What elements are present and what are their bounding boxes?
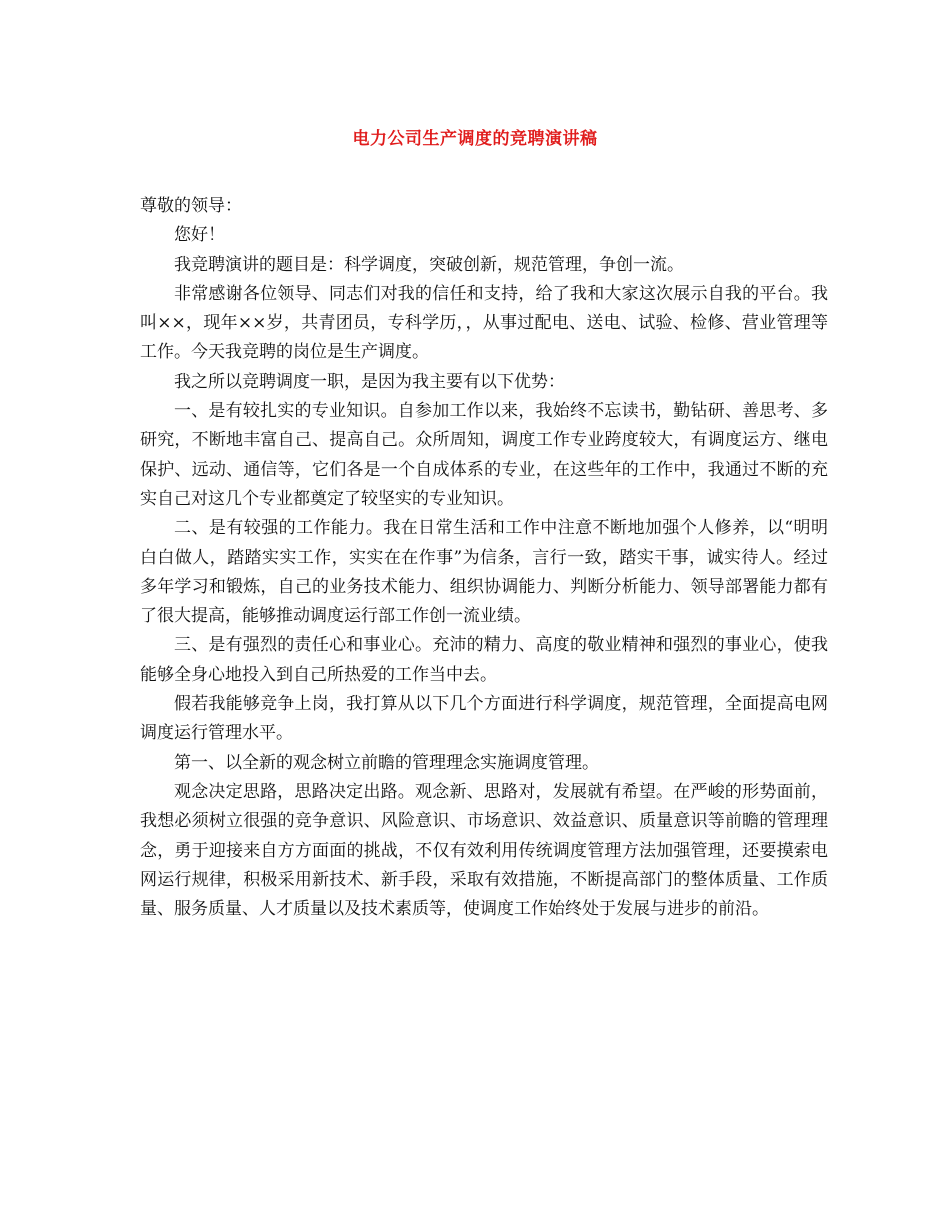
paragraph: 第一、以全新的观念树立前瞻的管理理念实施调度管理。 xyxy=(174,752,599,773)
paragraph: 二、是有较强的工作能力。我在日常生活和工作中注意不断地加强个人修养，以“明明白白做人，踏踏实实工作，实实在在作事”为信条，言行一致，踏实干事，诚实待人。经过多年学习和锻炼，自己的业务技术能力、组织协调能力、判断分析能力、领导部署能力都有了很大提高，能够推动调度运行部工作创一流业绩。 xyxy=(140,518,828,627)
paragraph: 观念决定思路，思路决定出路。观念新、思路对，发展就有希望。在严峻的形势面前，我想必须树立很强的竞争意识、风险意识、市场意识、效益意识、质量意识等前瞻的管理理念，勇于迎接来自方方面面的挑战，不仅有效利用传统调度管理方法加强管理，还要摸索电网运行规律，积极采用新技术、新手段，采取有效措施，不断提高部门的整体质量、工作质量、服务质量、人才质量以及技术素质等，使调度工作始终处于发展与进步的前沿。 xyxy=(140,781,828,920)
paragraph: 我竞聘演讲的题目是：科学调度，突破创新，规范管理，争创一流。 xyxy=(174,254,684,275)
paragraph: 三、是有强烈的责任心和事业心。充沛的精力、高度的敬业精神和强烈的事业心，使我能够全身心地投入到自己所热爱的工作当中去。 xyxy=(140,635,828,685)
document-title: 电力公司生产调度的竞聘演讲稿 xyxy=(352,129,598,149)
document-body xyxy=(140,192,828,924)
paragraph: 您好！ xyxy=(174,225,225,246)
paragraph: 非常感谢各位领导、同志们对我的信任和支持，给了我和大家这次展示自我的平台。我叫××，现年××岁，共青团员，专科学历，，从事过配电、送电、试验、检修、营业管理等工作。今天我竞聘的岗位是生产调度。 xyxy=(140,283,828,363)
paragraph: 假若我能够竞争上岗，我打算从以下几个方面进行科学调度，规范管理，全面提高电网调度运行管理水平。 xyxy=(140,694,828,744)
paragraph: 一、是有较扎实的专业知识。自参加工作以来，我始终不忘读书，勤钻研、善思考、多研究，不断地丰富自己、提高自己。众所周知，调度工作专业跨度较大，有调度运方、继电保护、远动、通信等，它们各是一个自成体系的专业，在这些年的工作中，我通过不断的充实自己对这几个专业都奠定了较坚实的专业知识。 xyxy=(140,401,828,509)
salutation: 尊敬的领导： xyxy=(140,196,242,216)
paragraph: 我之所以竞聘调度一职，是因为我主要有以下优势： xyxy=(174,371,565,392)
